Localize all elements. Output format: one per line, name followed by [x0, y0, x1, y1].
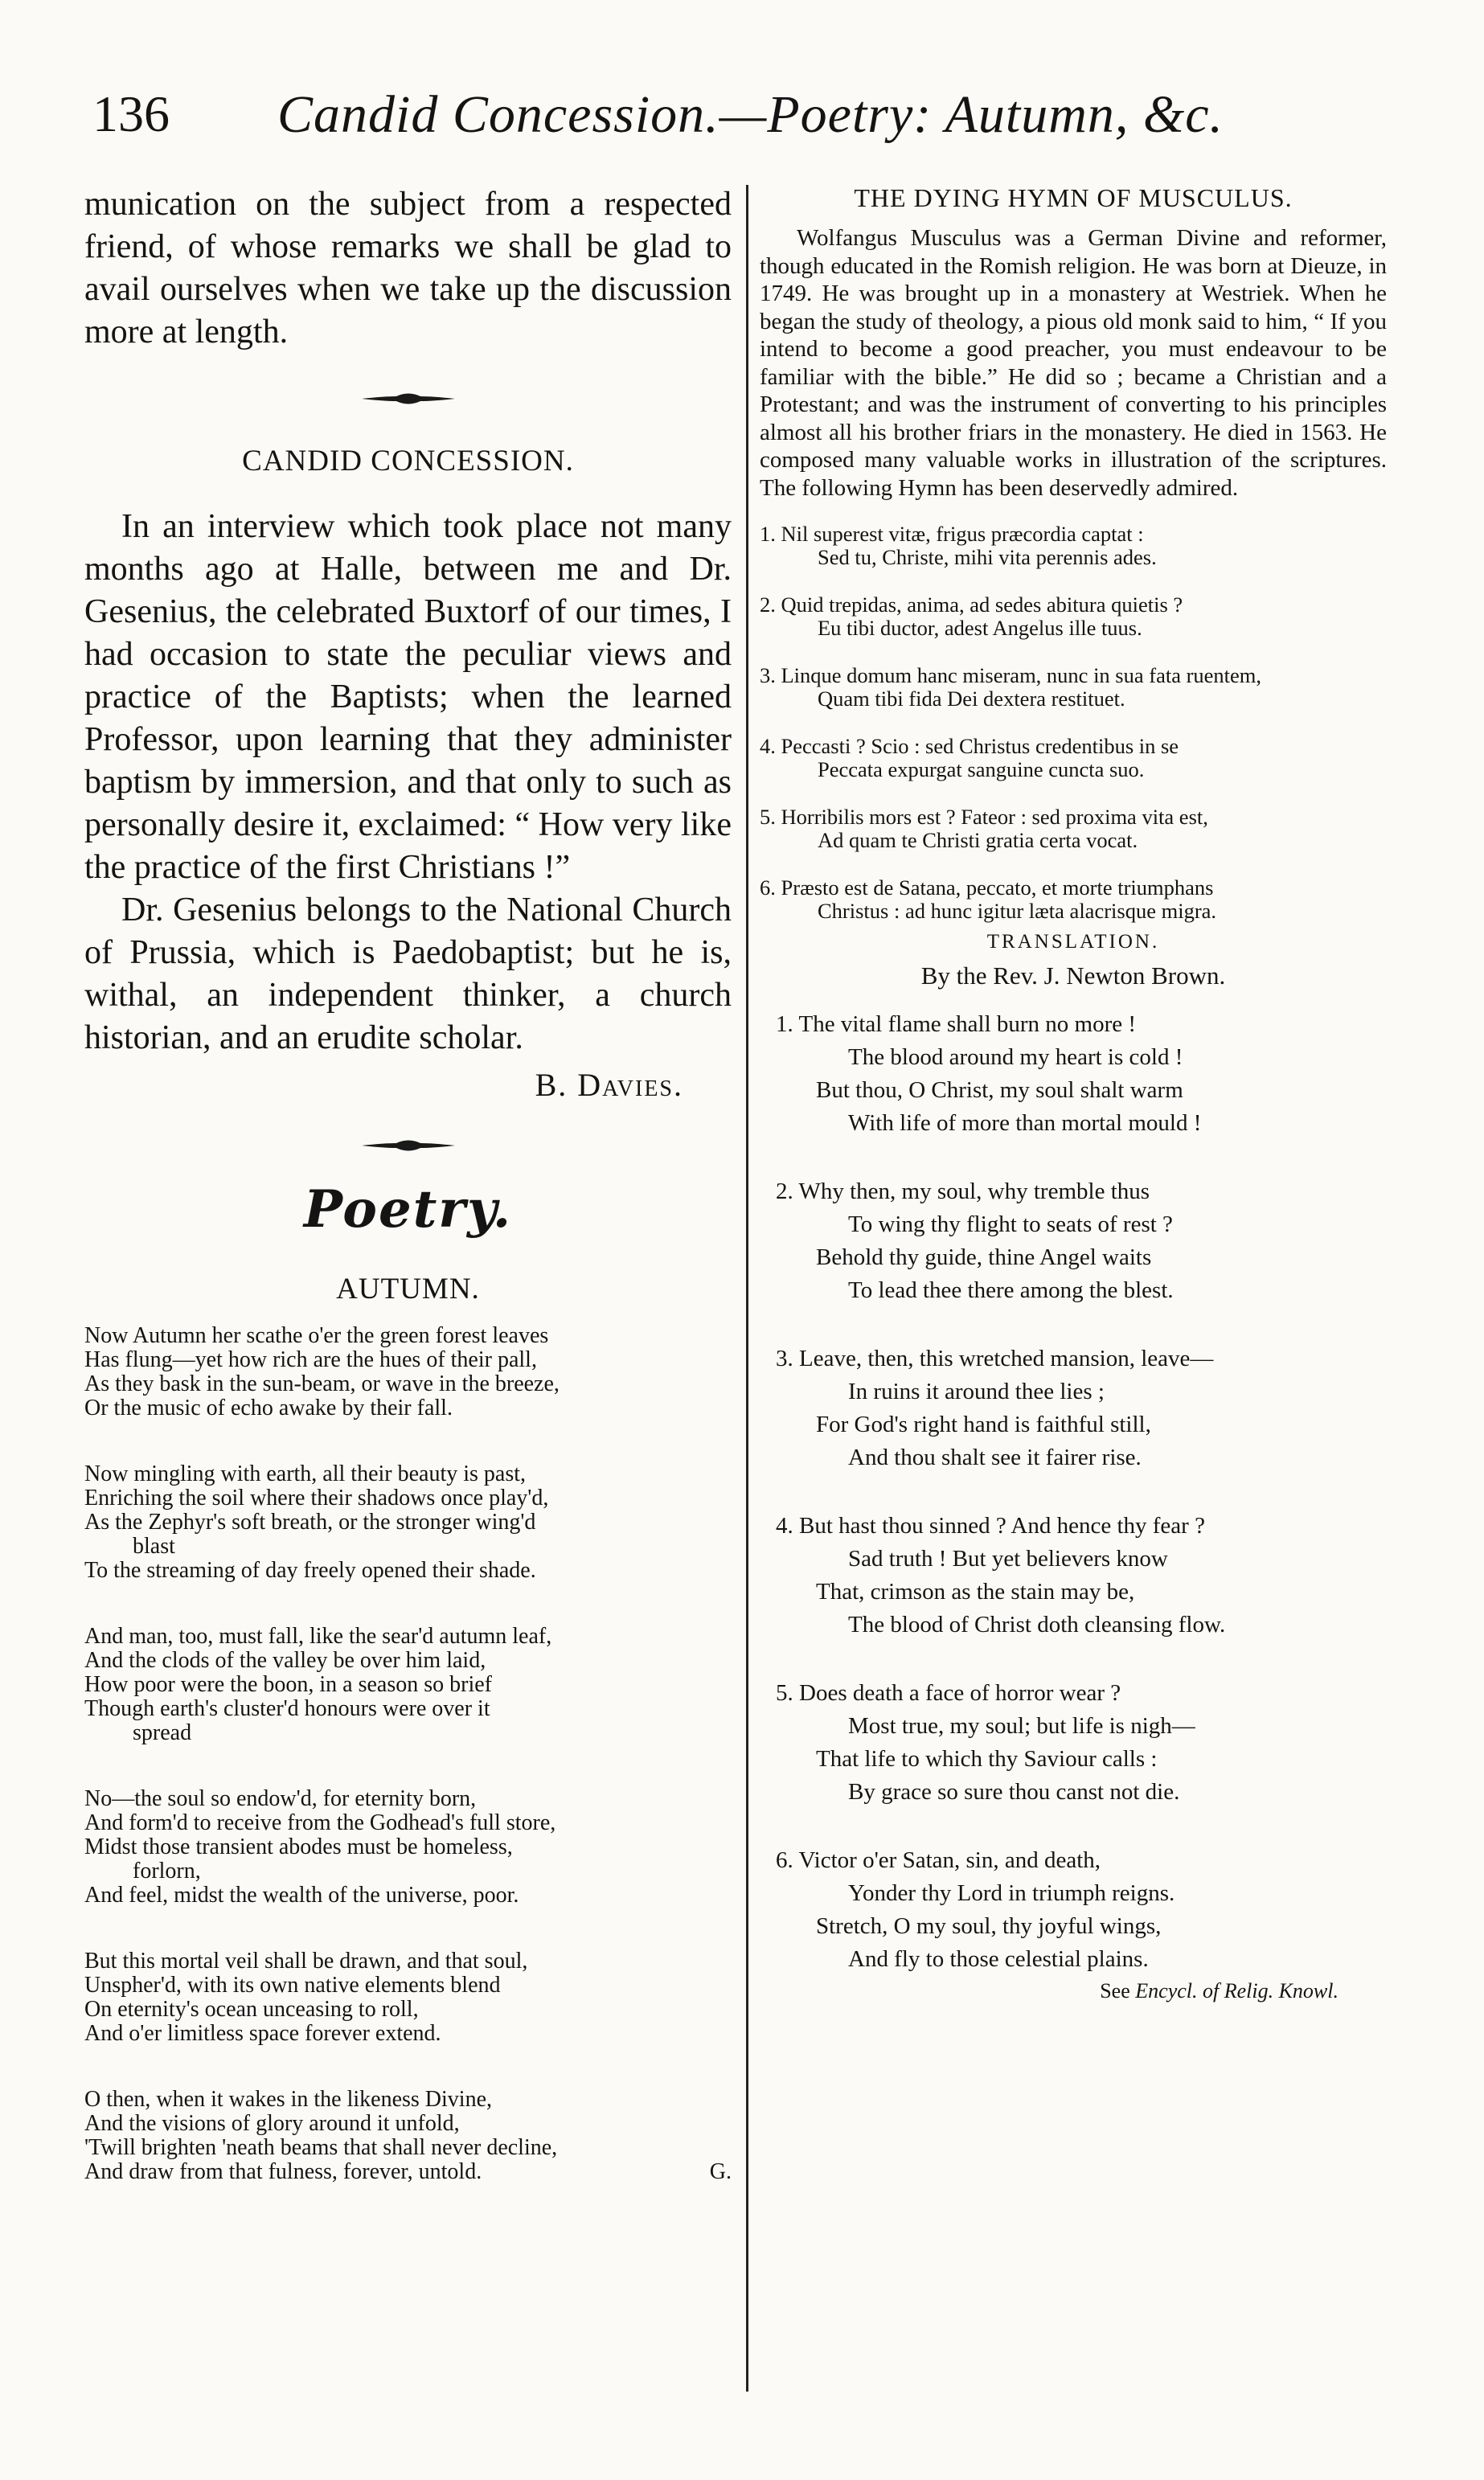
verse-line: Yonder thy Lord in triumph reigns.	[848, 1880, 1175, 1906]
poem-line: spread	[133, 1720, 192, 1745]
poem-line-text: And draw from that fulness, forever, untold.	[84, 2159, 482, 2184]
poem-line: 'Twill brighten 'neath beams that shall never decline,	[84, 2135, 558, 2160]
right-column	[760, 183, 1387, 2003]
poetry-heading: Poetry.	[303, 1179, 513, 1240]
running-title: Candid Concession.—Poetry: Autumn, &c.	[277, 85, 1224, 144]
poem-stanza	[84, 2088, 732, 2184]
verse-line: That life to which thy Saviour calls :	[816, 1746, 1158, 1772]
hymn-verse	[760, 1342, 1387, 1474]
poem-line: O then, when it wakes in the likeness Divine,	[84, 2087, 493, 2112]
verse-line: Sad truth ! But yet believers know	[848, 1546, 1168, 1572]
verse-number: 3.	[760, 663, 776, 687]
poem-line: And feel, midst the wealth of the universe, poor.	[84, 1883, 519, 1908]
ornament-divider	[360, 1136, 457, 1155]
autumn-title: AUTUMN.	[336, 1273, 480, 1306]
latin-verse	[760, 523, 1387, 569]
verse-line: But thou, O Christ, my soul shalt warm	[816, 1077, 1183, 1103]
bio-paragraph: Wolfangus Musculus was a German Divine and reformer, though educated in the Romish religion. He was born at Dieuze, in 1749. He was brought up in a monastery at Westriek. When he began the study of theology, a pious old monk said to him, “ If you intend to become a good preacher, you must endeavour to be familiar with the bible.” He did so ; became a Christian and a Protestant; and was the instrument of converting to his principles almost all his brother friars in the monastery. He died in 1563. He composed many valuable works in illustration of the scriptures. The following Hymn has been deservedly admired.	[760, 225, 1387, 501]
latin-hymn	[760, 523, 1387, 923]
poem-stanza	[84, 1324, 732, 1420]
poem-line: blast	[133, 1534, 175, 1559]
verse-line: Quam tibi fida Dei dextera restituet.	[818, 687, 1125, 711]
verse-line: To lead thee there among the blest.	[848, 1277, 1174, 1303]
verse-line: But hast thou sinned ? And hence thy fear ?	[799, 1513, 1205, 1539]
verse-line: Victor o'er Satan, sin, and death,	[798, 1847, 1101, 1873]
hymn-verse	[760, 1677, 1387, 1809]
verse-number: 3.	[776, 1346, 793, 1371]
poem-line: No—the soul so endow'd, for eternity born,	[84, 1786, 477, 1811]
verse-line: Quid trepidas, anima, ad sedes abitura quietis ?	[781, 592, 1183, 617]
verse-number: 2.	[760, 592, 776, 617]
source-title: Encycl. of Relig. Knowl.	[1135, 1979, 1338, 2002]
poem-line: Unspher'd, with its own native elements blend	[84, 1973, 501, 1998]
concession-paragraph-2: Dr. Gesenius belongs to the National Church of Prussia, which is Paedobaptist; but he is, withal, an independent thinker, a church historian, and an erudite scholar.	[84, 892, 732, 1056]
latin-verse	[760, 735, 1387, 781]
hymn-title: THE DYING HYMN OF MUSCULUS.	[854, 183, 1293, 212]
verse-line: The blood around my heart is cold !	[848, 1044, 1183, 1070]
hymn-verse	[760, 1844, 1387, 1976]
concession-paragraph-1: In an interview which took place not many months ago at Halle, between me and Dr. Gesenius, the celebrated Buxtorf of our times, I had occasion to state the peculiar views and practice of the Baptists; when the learned Professor, upon learning that they administer baptism by immersion, and that only to such as personally desire it, exclaimed: “ How very like the practice of the first Christians !”	[84, 508, 732, 886]
poem-line: Or the music of echo awake by their fall.	[84, 1396, 453, 1420]
poem-line: And the clods of the valley be over him laid,	[84, 1648, 486, 1673]
verse-number: 4.	[776, 1513, 793, 1539]
verse-line: Behold thy guide, thine Angel waits	[816, 1244, 1152, 1270]
verse-line: Stretch, O my soul, thy joyful wings,	[816, 1913, 1162, 1939]
verse-line: The blood of Christ doth cleansing flow.	[848, 1612, 1226, 1638]
signature: B. Davies.	[535, 1067, 683, 1103]
poem-line: Midst those transient abodes must be homeless,	[84, 1834, 513, 1859]
concession-title: CANDID CONCESSION.	[242, 445, 574, 478]
verse-line: Nil superest vitæ, frigus præcordia captat :	[781, 522, 1144, 546]
verse-line: To wing thy flight to seats of rest ?	[848, 1211, 1173, 1237]
page-header	[92, 76, 1419, 165]
poem-line: As they bask in the sun-beam, or wave in the breeze,	[84, 1371, 560, 1396]
poem-line: On eternity's ocean unceasing to roll,	[84, 1997, 419, 2022]
verse-line: Most true, my soul; but life is nigh—	[848, 1713, 1195, 1739]
latin-verse	[760, 876, 1387, 923]
latin-verse	[760, 593, 1387, 640]
verse-line: And thou shalt see it fairer rise.	[848, 1445, 1142, 1470]
verse-line: By grace so sure thou canst not die.	[848, 1779, 1180, 1805]
verse-line: Ad quam te Christi gratia certa vocat.	[818, 828, 1138, 852]
ornament-divider	[360, 389, 457, 408]
poem-line: But this mortal veil shall be drawn, and that soul,	[84, 1949, 528, 1974]
autumn-poem	[84, 1324, 732, 2184]
verse-line: Eu tibi ductor, adest Angelus ille tuus.	[818, 616, 1142, 640]
verse-line: Leave, then, this wretched mansion, leave—	[799, 1346, 1214, 1371]
intro-paragraph: munication on the subject from a respected friend, of whose remarks we shall be glad to avail ourselves when we take up the discussion more at length.	[84, 186, 732, 350]
verse-line: Christus : ad hunc igitur læta alacrisque migra.	[818, 899, 1217, 923]
verse-line: With life of more than mortal mould !	[848, 1110, 1202, 1136]
verse-number: 2.	[776, 1179, 793, 1204]
poem-stanza	[84, 1787, 732, 1908]
poem-line: And man, too, must fall, like the sear'd autumn leaf,	[84, 1624, 552, 1649]
poem-stanza	[84, 1625, 732, 1745]
verse-line: And fly to those celestial plains.	[848, 1946, 1149, 1972]
poem-line: Enriching the soil where their shadows once play'd,	[84, 1486, 549, 1511]
hymn-verse	[760, 1510, 1387, 1642]
verse-line: In ruins it around thee lies ;	[848, 1379, 1105, 1404]
verse-line: Peccasti ? Scio : sed Christus credentibus in se	[781, 734, 1179, 758]
poem-line: To the streaming of day freely opened their shade.	[84, 1558, 536, 1583]
hymn-verse	[760, 1008, 1387, 1140]
poem-line: How poor were the boon, in a season so brief	[84, 1672, 492, 1697]
verse-number: 1.	[760, 522, 776, 546]
verse-number: 6.	[760, 875, 776, 900]
translation-heading: TRANSLATION.	[986, 931, 1160, 953]
poem-line-last	[84, 2160, 732, 2184]
poem-line: Though earth's cluster'd honours were over it	[84, 1696, 490, 1721]
poem-line: Has flung—yet how rich are the hues of their pall,	[84, 1347, 537, 1372]
verse-line: Horribilis mors est ? Fateor : sed proxima vita est,	[781, 805, 1208, 829]
verse-line: For God's right hand is faithful still,	[816, 1412, 1151, 1437]
latin-verse	[760, 805, 1387, 852]
verse-line: Does death a face of horror wear ?	[799, 1680, 1121, 1706]
poem-line: And the visions of glory around it unfold,	[84, 2111, 460, 2136]
verse-line: Sed tu, Christe, mihi vita perennis ades.	[818, 545, 1157, 569]
poem-line: forlorn,	[133, 1859, 201, 1884]
latin-verse	[760, 664, 1387, 711]
poem-line: Now Autumn her scathe o'er the green forest leaves	[84, 1323, 549, 1348]
verse-number: 5.	[776, 1680, 793, 1706]
verse-number: 5.	[760, 805, 776, 829]
verse-number: 1.	[776, 1011, 793, 1037]
verse-line: Peccata expurgat sanguine cuncta suo.	[818, 757, 1145, 781]
source-prefix: See	[1100, 1979, 1130, 2002]
verse-line: Præsto est de Satana, peccato, et morte triumphans	[781, 875, 1214, 900]
verse-number: 4.	[760, 734, 776, 758]
verse-line: Linque domum hanc miseram, nunc in sua fata ruentem,	[781, 663, 1262, 687]
poem-line: Now mingling with earth, all their beauty is past,	[84, 1461, 527, 1486]
page-number: 136	[92, 85, 170, 142]
hymn-verse	[760, 1175, 1387, 1307]
verse-line: Why then, my soul, why tremble thus	[798, 1179, 1150, 1204]
left-column	[84, 183, 732, 2184]
poem-line: As the Zephyr's soft breath, or the stronger wing'd	[84, 1510, 536, 1535]
column-divider	[746, 185, 748, 2392]
poem-stanza	[84, 1949, 732, 2046]
verse-line: That, crimson as the stain may be,	[816, 1579, 1135, 1605]
poem-line: And form'd to receive from the Godhead's full store,	[84, 1810, 556, 1835]
poem-line: And o'er limitless space forever extend.	[84, 2021, 441, 2046]
english-hymn	[760, 1008, 1387, 1976]
poem-stanza	[84, 1462, 732, 1583]
author-initial: G.	[709, 2159, 732, 2184]
source-citation	[760, 1979, 1338, 2003]
translation-byline: By the Rev. J. Newton Brown.	[920, 961, 1226, 990]
verse-number: 6.	[776, 1847, 793, 1873]
verse-line: The vital flame shall burn no more !	[798, 1011, 1137, 1037]
